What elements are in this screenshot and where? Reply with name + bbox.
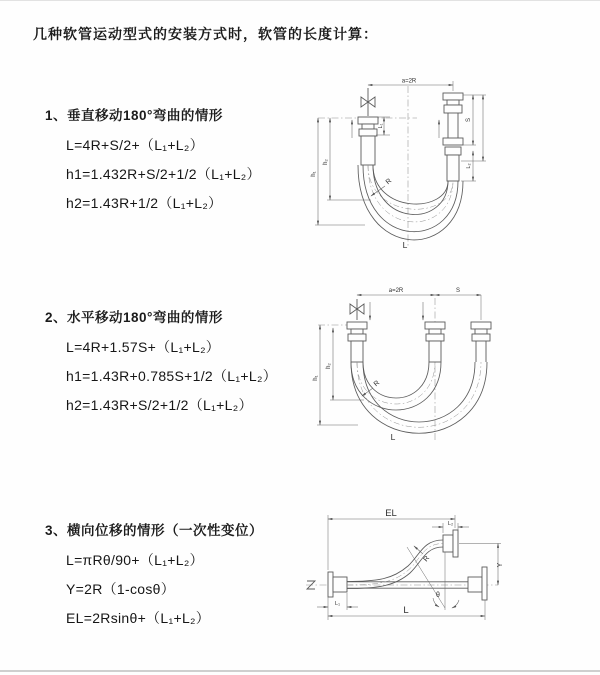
- section-1-heading: 1、垂直移动180°弯曲的情形: [45, 108, 223, 123]
- page-title: 几种软管运动型式的安装方式时，软管的长度计算：: [33, 26, 378, 42]
- right-flange: [468, 567, 487, 600]
- scan-edge-artifact: [0, 670, 600, 672]
- el-label: EL: [385, 508, 397, 519]
- section-1-formula-2: h1=1.432R+S/2+1/2（L₁+L₂）: [66, 166, 261, 182]
- section-2-formula-2: h1=1.43R+0.785S+1/2（L₁+L₂）: [66, 368, 277, 384]
- radius-label: R: [372, 379, 382, 389]
- l2-label: L₂: [447, 521, 454, 527]
- diagram-lateral-displacement: [298, 500, 513, 632]
- radius-label: R: [384, 177, 394, 187]
- middle-flange: [425, 322, 445, 362]
- s-label: S: [466, 117, 472, 123]
- diagram-vertical-180-bend: [305, 66, 505, 258]
- l1-label: L₁: [335, 601, 340, 607]
- l2-dimension: [432, 521, 469, 533]
- l1-dimension: [317, 593, 358, 610]
- s-label: S: [455, 288, 461, 294]
- section-1-formula-3: h2=1.43R+1/2（L₁+L₂）: [66, 195, 223, 211]
- length-label: L: [403, 605, 409, 616]
- left-flange: [328, 572, 347, 597]
- h1-label: h₁: [311, 171, 317, 177]
- span-dimension: [368, 79, 453, 92]
- h2-label: h₂: [323, 159, 329, 165]
- radius-label: R: [422, 554, 432, 564]
- h2-label: h₂: [326, 363, 332, 369]
- s-l2-dimensions: [461, 95, 486, 181]
- el-dimension: [328, 508, 455, 570]
- centerlines: [318, 86, 417, 248]
- diagram-horizontal-180-bend: [306, 282, 536, 452]
- theta-label: θ: [436, 592, 440, 599]
- length-label: L: [402, 240, 408, 250]
- l-dimension: [328, 597, 485, 620]
- h1-label: h₁: [313, 375, 319, 381]
- left-flange: [347, 322, 367, 362]
- section-3: [45, 523, 263, 639]
- hose-curves: [351, 362, 487, 433]
- span-label: a=2R: [388, 288, 404, 294]
- l2-label: L₂: [466, 163, 472, 169]
- section-3-formula-1: L=πRθ/90+（L₁+L₂）: [66, 552, 204, 568]
- y-label: Y: [497, 562, 504, 568]
- section-3-formula-3: EL=2Rsinθ+（L₁+L₂）: [66, 610, 211, 626]
- left-flange: [358, 117, 378, 165]
- section-2-heading: 2、水平移动180°弯曲的情形: [45, 310, 223, 325]
- angle-construction: [407, 547, 459, 610]
- section-2-formula-3: h2=1.43R+S/2+1/2（L₁+L₂）: [66, 397, 253, 413]
- section-1: [45, 108, 261, 224]
- section-2: [45, 310, 277, 426]
- section-2-formula-1: L=4R+1.57S+（L₁+L₂）: [66, 339, 221, 355]
- section-3-heading: 3、横向位移的情形（一次性变位）: [45, 523, 264, 538]
- right-flange-positions: [443, 93, 463, 181]
- span-dimensions: [357, 288, 481, 320]
- valve-icon: [350, 299, 364, 320]
- section-3-formula-2: Y=2R（1-cosθ）: [66, 581, 176, 597]
- movement-arrows: [370, 302, 423, 320]
- shifted-flange: [471, 322, 491, 362]
- span-label: a=2R: [401, 78, 417, 85]
- valve-icon: [361, 88, 375, 116]
- length-label: L: [390, 432, 396, 442]
- section-1-formula-1: L=4R+S/2+（L₁+L₂）: [66, 137, 204, 153]
- l1-label: L₁: [378, 123, 384, 129]
